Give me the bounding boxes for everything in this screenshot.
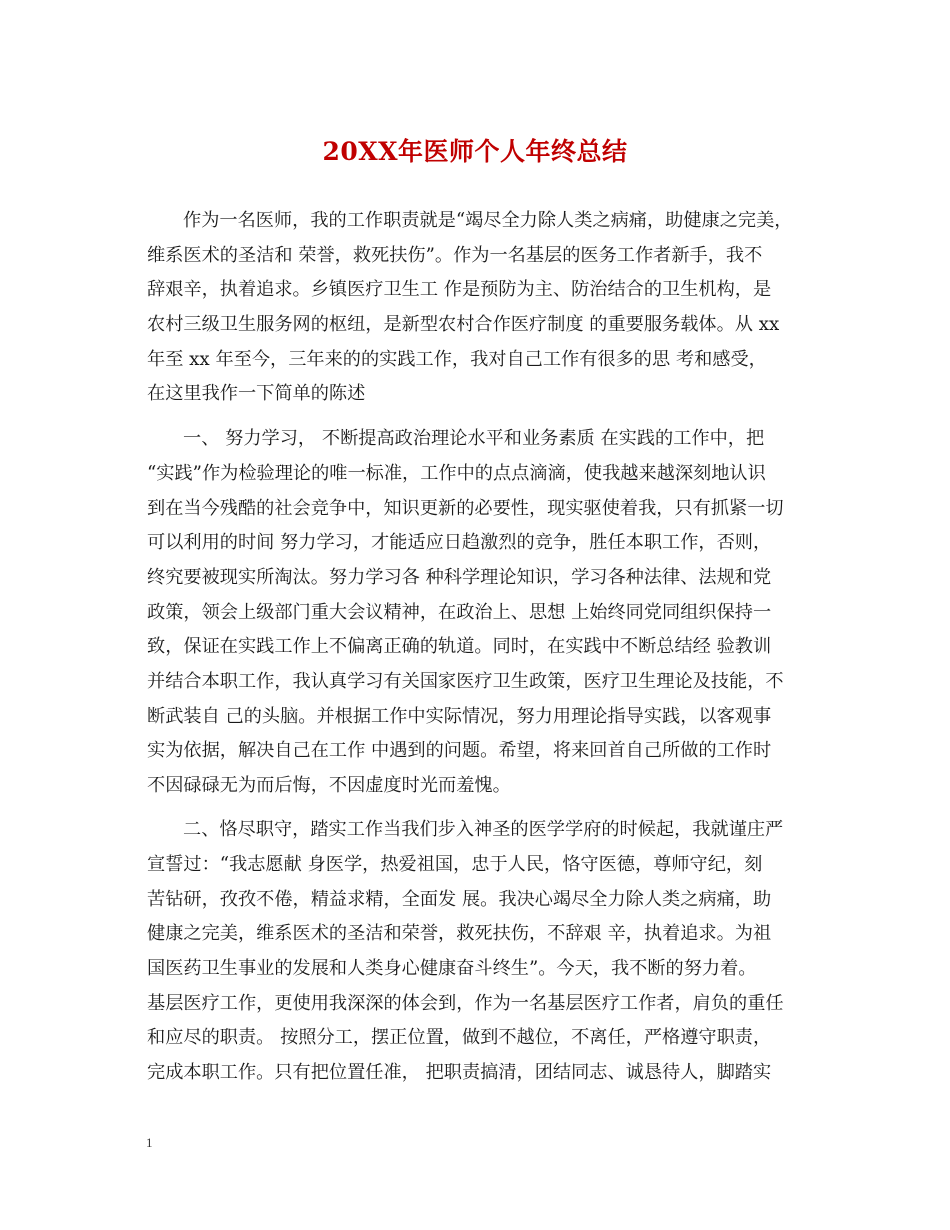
text-line: “实践”作为检验理论的唯一标准，工作中的点点滴滴，使我越来越深刻地认识 (147, 463, 766, 484)
text-line: 完成本职工作。只有把位置任准， 把职责搞清，团结同志、诚恳待人，脚踏实 (147, 1062, 772, 1083)
text-line: 二、恪尽职守，踏实工作当我们步入神圣的医学学府的时候起，我就谨庄严 (183, 819, 784, 840)
text-line: 终究要被现实所淘汰。努力学习各 种科学理论知识，学习各种法律、法规和党 (147, 567, 772, 588)
text-line: 年至 xx 年至今，三年来的的实践工作，我对自己工作有很多的思 考和感受， (147, 349, 767, 370)
text-line: 基层医疗工作，更使用我深深的体会到，作为一名基层医疗工作者，肩负的重任 (147, 993, 784, 1014)
text-line: 农村三级卫生服务网的枢纽，是新型农村合作医疗制度 的重要服务载体。从 xx (147, 314, 780, 335)
text-line: 不因碌碌无为而后悔，不因虚度时光而羞愧。 (147, 775, 511, 796)
text-line: 苦钻研，孜孜不倦，精益求精，全面发 展。我决心竭尽全力除人类之病痛，助 (147, 889, 772, 910)
text-line: 在这里我作一下简单的陈述 (147, 383, 366, 404)
text-line: 政策，领会上级部门重大会议精神，在政治上、思想 上始终同党同组织保持一 (147, 602, 772, 623)
text-line: 可以利用的时间 努力学习，才能适应日趋激烈的竞争，胜任本职工作，否则， (147, 532, 772, 553)
text-line: 国医药卫生事业的发展和人类身心健康奋斗终生”。今天，我不断的努力着。 (147, 958, 757, 979)
text-line: 实为依据，解决自己在工作 中遇到的问题。希望，将来回首自己所做的工作时 (147, 740, 772, 761)
text-line: 辞艰辛，执着追求。乡镇医疗卫生工 作是预防为主、防治结合的卫生机构，是 (147, 279, 772, 300)
text-line: 宣誓过：“我志愿献 身医学，热爱祖国，忠于人民，恪守医德，尊师守纪，刻 (147, 854, 763, 875)
text-line: 并结合本职工作，我认真学习有关国家医疗卫生政策，医疗卫生理论及技能，不 (147, 671, 784, 692)
text-line: 健康之完美，维系医术的圣洁和荣誉，救死扶伤，不辞艰 辛，执着追求。为祖 (147, 923, 772, 944)
text-line: 作为一名医师，我的工作职责就是“竭尽全力除人类之病痛，助健康之完美， (183, 210, 793, 231)
text-line: 致，保证在实践工作上不偏离正确的轨道。同时，在实践中不断总结经 验教训 (147, 636, 772, 657)
text-line: 到在当今残酷的社会竞争中，知识更新的必要性，现实驱使着我，只有抓紧一切 (147, 498, 784, 519)
text-line: 维系医术的圣洁和 荣誉，救死扶伤”。作为一名基层的医务工作者新手，我不 (147, 245, 763, 266)
text-line: 断武装自 己的头脑。并根据工作中实际情况，努力用理论指导实践，以客观事 (147, 706, 772, 727)
text-line: 和应尽的职责。 按照分工，摆正位置，做到不越位，不离任，严格遵守职责， (147, 1027, 772, 1048)
document-title: 20XX年医师个人年终总结 (322, 137, 628, 166)
page-number: 1 (146, 1135, 153, 1150)
text-line: 一、 努力学习， 不断提高政治理论水平和业务素质 在实践的工作中，把 (183, 428, 765, 449)
